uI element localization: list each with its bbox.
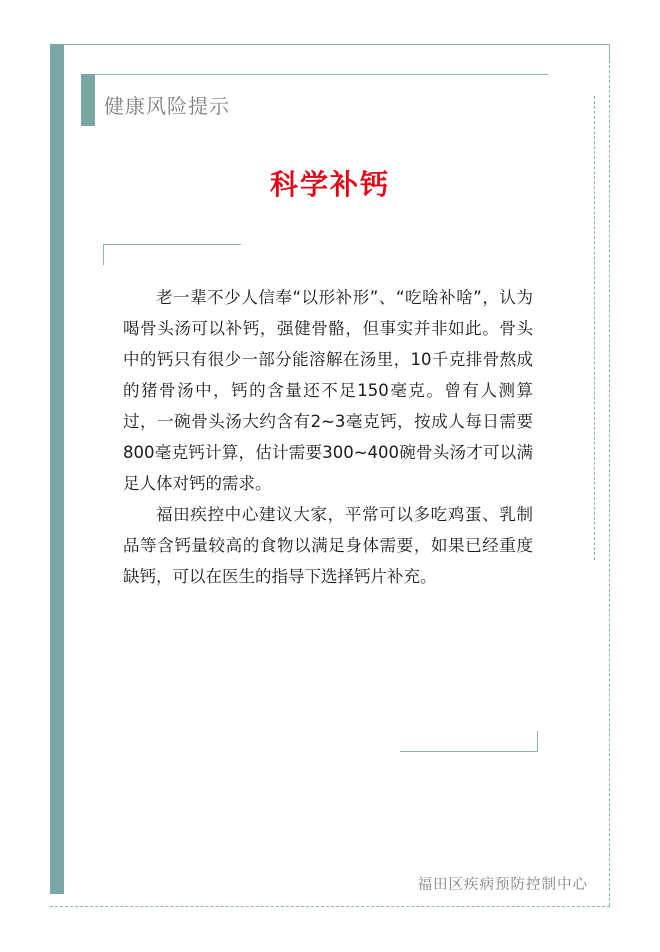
article-paragraph: 老一辈不少人信奉“以形补形”、“吃啥补啥”，认为喝骨头汤可以补钙，强健骨骼，但事实并非如此。骨头中的钙只有很少一部分能溶解在汤里，10千克排骨熬成的猪骨汤中，钙的含量还不足150毫克。曾有人测算过，一碗骨头汤大约含有2~3毫克钙，按成人每日需要800毫克钙计算，估计需要300~400碗骨头汤才可以满足人体对钙的需求。 — [123, 288, 533, 493]
category-label: 健康风险提示 — [104, 94, 230, 118]
right-border-line — [609, 44, 610, 60]
corner-bracket-top-left — [103, 244, 241, 245]
article-title: 科学补钙 — [269, 168, 390, 201]
corner-bracket-top-left-vertical — [103, 244, 104, 265]
header-rule-line — [95, 74, 548, 75]
bottom-border-dashed-line — [50, 906, 610, 907]
corner-bracket-bottom-right-vertical — [537, 731, 538, 752]
article-paragraph: 福田疾控中心建议大家，平常可以多吃鸡蛋、乳制品等含钙量较高的食物以满足身体需要，如果已经重度缺钙，可以在医生的指导下选择钙片补充。 — [123, 505, 533, 586]
header-accent-bar — [81, 74, 95, 126]
corner-bracket-bottom-right — [400, 751, 538, 752]
top-border-line — [50, 44, 610, 45]
footer-organization: 福田区疾病预防控制中心 — [417, 877, 588, 893]
article-body — [123, 282, 533, 592]
